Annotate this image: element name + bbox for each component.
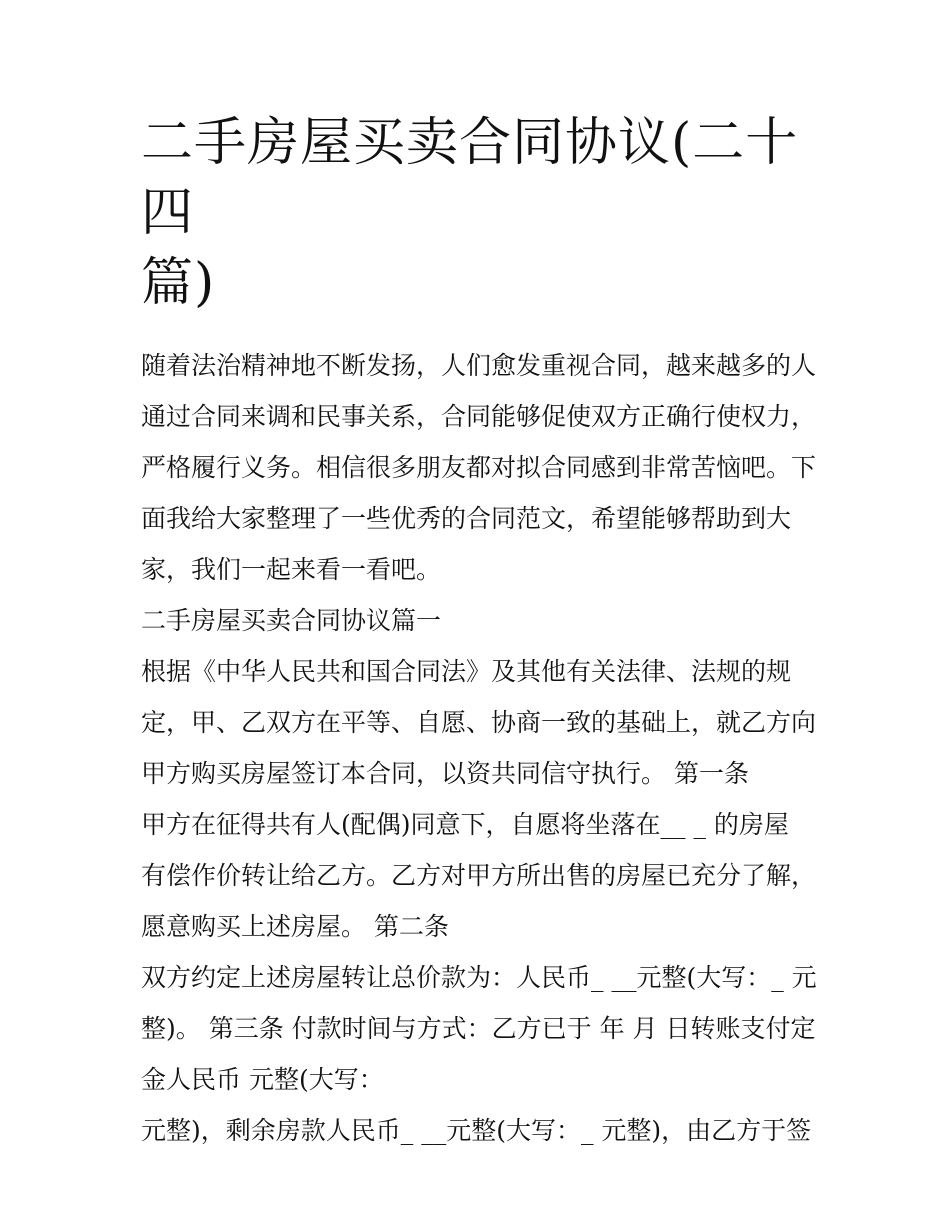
document-body: [141, 340, 817, 1156]
body-line-8: 整)。 第三条 付款时间与方式：乙方已于 年 月 日转账支付定: [141, 1014, 816, 1043]
body-line-6: 愿意购买上述房屋。 第二条: [141, 912, 449, 941]
title-line-2: 篇): [141, 253, 216, 313]
intro-line-4: 面我给大家整理了一些优秀的合同范文，希望能够帮助到大: [141, 504, 792, 533]
intro-line-5: 家，我们一起来看一看吧。: [141, 555, 442, 584]
intro-line-3: 严格履行义务。相信很多朋友都对拟合同感到非常苦恼吧。下: [141, 453, 817, 482]
title-line-1: 二手房屋买卖合同协议(二十四: [141, 113, 799, 243]
section-heading: 二手房屋买卖合同协议篇一: [141, 606, 442, 635]
body-line-1: 根据《中华人民共和国合同法》及其他有关法律、法规的规: [141, 657, 792, 686]
intro-line-2: 通过合同来调和民事关系，合同能够促使双方正确行使权力，: [141, 402, 817, 431]
body-line-7: 双方约定上述房屋转让总价款为：人民币_ __元整(大写：_ 元: [141, 963, 817, 992]
body-line-9: 金人民币 元整(大写：: [141, 1065, 384, 1094]
body-line-10: 元整)，剩余房款人民币_ __元整(大写：_ 元整)，由乙方于签: [141, 1116, 812, 1145]
document-title: [141, 108, 812, 318]
body-line-3: 甲方购买房屋签订本合同，以资共同信守执行。 第一条: [141, 759, 749, 788]
intro-line-1: 随着法治精神地不断发扬，人们愈发重视合同，越来越多的人: [141, 351, 817, 380]
body-line-4: 甲方在征得共有人(配偶)同意下，自愿将坐落在__ _ 的房屋: [141, 810, 789, 839]
body-line-5: 有偿作价转让给乙方。乙方对甲方所出售的房屋已充分了解，: [141, 861, 817, 890]
body-line-2: 定，甲、乙双方在平等、自愿、协商一致的基础上，就乙方向: [141, 708, 817, 737]
